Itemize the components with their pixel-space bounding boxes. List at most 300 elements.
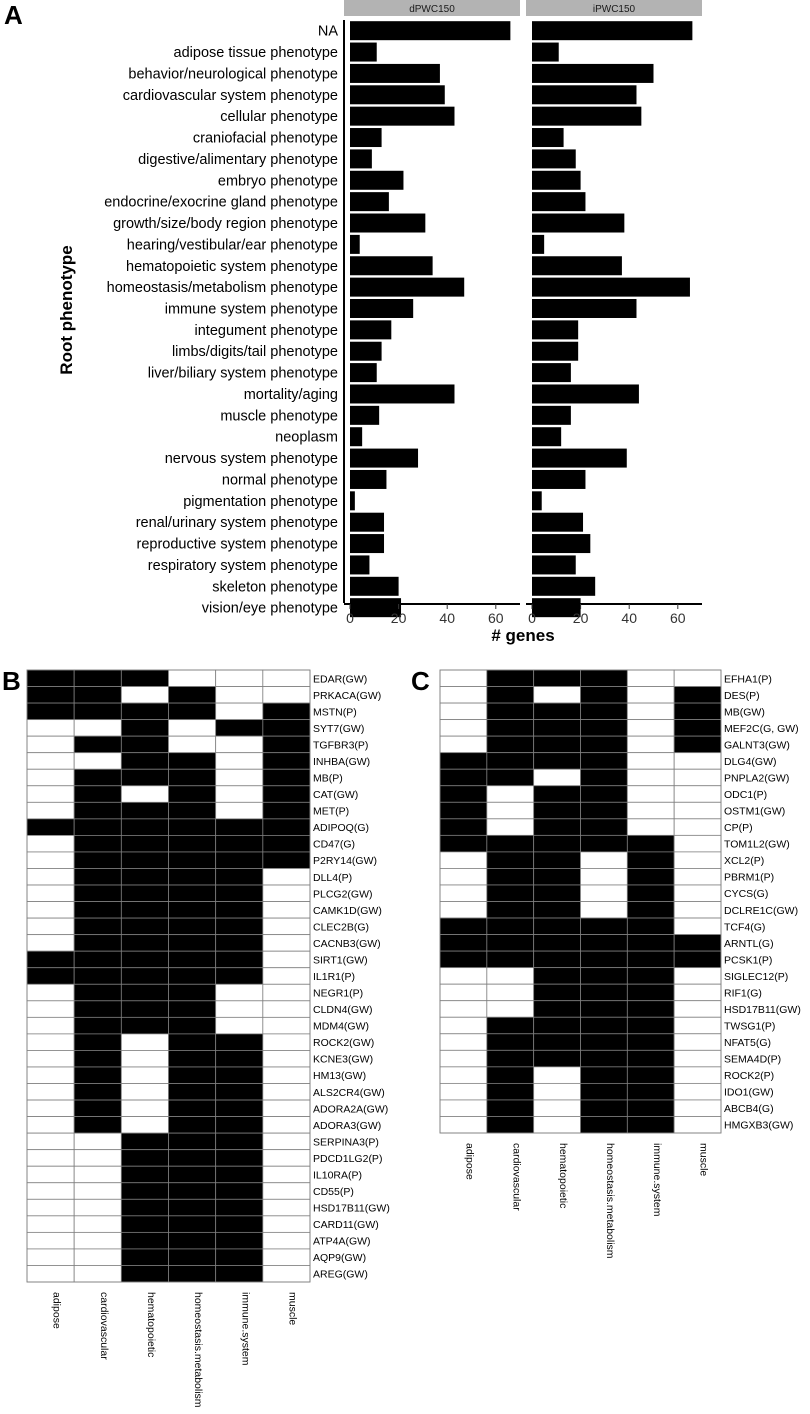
gene-label: PLCG2(GW) bbox=[313, 888, 373, 901]
heatmap-cell bbox=[534, 703, 581, 720]
heatmap-cell bbox=[263, 753, 310, 770]
heatmap-cell bbox=[121, 852, 168, 869]
heatmap-cell bbox=[263, 1150, 310, 1167]
gene-label: EFHA1(P) bbox=[724, 673, 772, 686]
heatmap-cell bbox=[27, 1150, 74, 1167]
heatmap-cell bbox=[169, 1183, 216, 1200]
gene-label: DLG4(GW) bbox=[724, 755, 777, 768]
heatmap-cell bbox=[27, 703, 74, 720]
heatmap-cell bbox=[216, 902, 263, 919]
heatmap-cell bbox=[581, 1017, 628, 1034]
heatmap-cell bbox=[169, 687, 216, 704]
heatmap-cell bbox=[216, 1001, 263, 1018]
panel-letter-c: C bbox=[411, 666, 430, 696]
heatmap-cell bbox=[216, 1084, 263, 1101]
heatmap-cell bbox=[74, 1117, 121, 1134]
heatmap-cell bbox=[581, 670, 628, 687]
bar bbox=[350, 171, 403, 190]
column-label: hematopoietic bbox=[144, 1292, 157, 1358]
heatmap-cell bbox=[627, 984, 674, 1001]
heatmap-cell bbox=[534, 1100, 581, 1117]
heatmap-cell bbox=[74, 1100, 121, 1117]
heatmap-cell bbox=[263, 1100, 310, 1117]
heatmap-cell bbox=[581, 769, 628, 786]
bar bbox=[532, 64, 654, 83]
heatmap-cell bbox=[121, 1232, 168, 1249]
bar bbox=[350, 128, 382, 147]
gene-label: PCSK1(P) bbox=[724, 954, 773, 967]
heatmap-cell bbox=[169, 1001, 216, 1018]
heatmap-cell bbox=[263, 819, 310, 836]
category-label: skeleton phenotype bbox=[212, 579, 338, 596]
gene-label: HSD17B11(GW) bbox=[724, 1003, 801, 1016]
heatmap-cell bbox=[674, 1116, 721, 1133]
heatmap-cell bbox=[263, 902, 310, 919]
bar bbox=[532, 384, 639, 403]
heatmap-cell bbox=[27, 1050, 74, 1067]
bar bbox=[532, 342, 578, 361]
gene-label: CACNB3(GW) bbox=[313, 937, 381, 950]
heatmap-cell bbox=[627, 1116, 674, 1133]
category-label: behavior/neurological phenotype bbox=[128, 66, 338, 83]
category-label: normal phenotype bbox=[221, 472, 338, 489]
heatmap-cell bbox=[674, 968, 721, 985]
heatmap-cell bbox=[216, 1017, 263, 1034]
heatmap-cell bbox=[216, 1100, 263, 1117]
category-label: NA bbox=[317, 23, 338, 40]
heatmap-cell bbox=[27, 902, 74, 919]
category-label: liver/biliary system phenotype bbox=[147, 365, 338, 382]
heatmap-cell bbox=[440, 703, 487, 720]
heatmap-cell bbox=[27, 1232, 74, 1249]
heatmap-cell bbox=[534, 753, 581, 770]
gene-label: HSD17B11(GW) bbox=[313, 1202, 390, 1215]
heatmap-cell bbox=[121, 951, 168, 968]
heatmap-cell bbox=[121, 769, 168, 786]
bar bbox=[350, 470, 386, 489]
heatmap-cell bbox=[169, 819, 216, 836]
bar bbox=[350, 384, 454, 403]
heatmap-cell bbox=[581, 736, 628, 753]
gene-label: SERPINA3(P) bbox=[313, 1136, 379, 1149]
gene-label: PRKACA(GW) bbox=[313, 689, 382, 702]
x-tick-label: 60 bbox=[670, 610, 686, 626]
heatmap-cell bbox=[74, 736, 121, 753]
heatmap-cell bbox=[121, 1150, 168, 1167]
heatmap-cell bbox=[27, 935, 74, 952]
gene-label: PBRM1(P) bbox=[724, 871, 775, 884]
category-label: digestive/alimentary phenotype bbox=[138, 151, 338, 168]
heatmap-cell bbox=[627, 1067, 674, 1084]
heatmap-cell bbox=[627, 835, 674, 852]
gene-label: RIF1(G) bbox=[724, 987, 762, 1000]
heatmap-cell bbox=[121, 1001, 168, 1018]
gene-label: ADORA2A(GW) bbox=[313, 1103, 389, 1116]
heatmap-cell bbox=[674, 918, 721, 935]
heatmap-cell bbox=[121, 1050, 168, 1067]
heatmap-cell bbox=[74, 819, 121, 836]
panel-letter-b: B bbox=[2, 666, 21, 696]
bar bbox=[350, 320, 391, 339]
bar bbox=[350, 363, 377, 382]
heatmap-cell bbox=[169, 786, 216, 803]
bar bbox=[532, 128, 564, 147]
heatmap-cell bbox=[263, 1265, 310, 1282]
bar bbox=[350, 577, 399, 596]
gene-label: ROCK2(P) bbox=[724, 1070, 775, 1083]
heatmap-cell bbox=[216, 1232, 263, 1249]
heatmap-cell bbox=[169, 1133, 216, 1150]
heatmap-cell bbox=[674, 1017, 721, 1034]
heatmap-cell bbox=[440, 1100, 487, 1117]
heatmap-cell bbox=[263, 1067, 310, 1084]
bar bbox=[532, 256, 622, 275]
heatmap-cell bbox=[169, 670, 216, 687]
heatmap-cell bbox=[487, 885, 534, 902]
heatmap-cell bbox=[627, 786, 674, 803]
gene-label: ABCB4(G) bbox=[724, 1103, 774, 1116]
category-label: mortality/aging bbox=[243, 386, 338, 403]
heatmap-cell bbox=[169, 1050, 216, 1067]
heatmap-cell bbox=[440, 835, 487, 852]
heatmap-cell bbox=[216, 802, 263, 819]
heatmap-cell bbox=[440, 1050, 487, 1067]
bar bbox=[350, 342, 382, 361]
heatmap-cell bbox=[674, 1050, 721, 1067]
heatmap-cell bbox=[27, 1100, 74, 1117]
heatmap-cell bbox=[440, 802, 487, 819]
gene-label: CD55(P) bbox=[313, 1186, 354, 1199]
heatmap-cell bbox=[169, 1232, 216, 1249]
heatmap-cell bbox=[169, 1100, 216, 1117]
heatmap-cell bbox=[534, 720, 581, 737]
category-label: respiratory system phenotype bbox=[147, 557, 338, 574]
heatmap-cell bbox=[27, 918, 74, 935]
bar bbox=[532, 149, 576, 168]
heatmap-cell bbox=[121, 1183, 168, 1200]
heatmap-cell bbox=[216, 835, 263, 852]
heatmap-cell bbox=[169, 1034, 216, 1051]
heatmap-cell bbox=[169, 753, 216, 770]
heatmap-cell bbox=[216, 885, 263, 902]
heatmap-cell bbox=[169, 1117, 216, 1134]
gene-label: AQP9(GW) bbox=[313, 1252, 367, 1265]
heatmap-cell bbox=[534, 819, 581, 836]
heatmap-cell bbox=[440, 786, 487, 803]
heatmap-cell bbox=[216, 968, 263, 985]
heatmap-cell bbox=[121, 1133, 168, 1150]
heatmap-cell bbox=[27, 786, 74, 803]
heatmap-cell bbox=[74, 687, 121, 704]
gene-label: MSTN(P) bbox=[313, 706, 357, 719]
heatmap-cell bbox=[627, 802, 674, 819]
heatmap-cell bbox=[627, 687, 674, 704]
column-label: adipose bbox=[463, 1143, 476, 1180]
heatmap-cell bbox=[74, 786, 121, 803]
heatmap-cell bbox=[263, 1050, 310, 1067]
heatmap-cell bbox=[627, 1017, 674, 1034]
heatmap-cell bbox=[216, 670, 263, 687]
heatmap-cell bbox=[440, 852, 487, 869]
heatmap-cell bbox=[216, 786, 263, 803]
gene-label: PDCD1LG2(P) bbox=[313, 1152, 383, 1165]
panel-letter-a: A bbox=[4, 0, 23, 30]
category-label: pigmentation phenotype bbox=[183, 493, 338, 510]
heatmap-cell bbox=[216, 769, 263, 786]
heatmap-cell bbox=[74, 868, 121, 885]
heatmap-cell bbox=[263, 720, 310, 737]
gene-label: DES(P) bbox=[724, 689, 760, 702]
heatmap-cell bbox=[487, 1017, 534, 1034]
heatmap-cell bbox=[121, 935, 168, 952]
heatmap-cell bbox=[169, 736, 216, 753]
bar bbox=[350, 192, 389, 211]
heatmap-cell bbox=[581, 1083, 628, 1100]
gene-label: CD47(G) bbox=[313, 838, 356, 851]
heatmap-cell bbox=[627, 1034, 674, 1051]
heatmap-cell bbox=[121, 736, 168, 753]
heatmap-cell bbox=[216, 720, 263, 737]
heatmap-cell bbox=[169, 1067, 216, 1084]
heatmap-cell bbox=[121, 1199, 168, 1216]
heatmap-cell bbox=[487, 1050, 534, 1067]
heatmap-cell bbox=[487, 1001, 534, 1018]
heatmap-cell bbox=[487, 852, 534, 869]
heatmap-cell bbox=[581, 786, 628, 803]
heatmap-cell bbox=[440, 868, 487, 885]
bar bbox=[350, 43, 377, 62]
facet-strip-label: iPWC150 bbox=[592, 4, 636, 15]
heatmap-cell bbox=[263, 687, 310, 704]
heatmap-cell bbox=[169, 1166, 216, 1183]
heatmap-cell bbox=[627, 868, 674, 885]
heatmap-cell bbox=[27, 885, 74, 902]
heatmap-cell bbox=[487, 703, 534, 720]
heatmap-cell bbox=[74, 951, 121, 968]
heatmap-cell bbox=[627, 935, 674, 952]
bar bbox=[350, 278, 464, 297]
heatmap-cell bbox=[581, 918, 628, 935]
bar bbox=[532, 235, 544, 254]
heatmap-cell bbox=[440, 753, 487, 770]
heatmap-cell bbox=[74, 1050, 121, 1067]
column-label: homeostasis.metabolism bbox=[192, 1292, 205, 1408]
bar bbox=[350, 491, 355, 510]
bar bbox=[532, 363, 571, 382]
bar bbox=[350, 21, 510, 40]
x-tick-label: 40 bbox=[621, 610, 637, 626]
heatmap-cell bbox=[74, 720, 121, 737]
gene-label: TCF4(G) bbox=[724, 921, 766, 934]
heatmap-cell bbox=[534, 786, 581, 803]
heatmap-cell bbox=[216, 1133, 263, 1150]
heatmap-cell bbox=[263, 703, 310, 720]
heatmap-cell bbox=[121, 984, 168, 1001]
heatmap-cell bbox=[121, 1249, 168, 1266]
gene-label: P2RY14(GW) bbox=[313, 855, 377, 868]
heatmap-cell bbox=[581, 1001, 628, 1018]
heatmap-cell bbox=[674, 852, 721, 869]
heatmap-cell bbox=[263, 918, 310, 935]
heatmap-cell bbox=[534, 1050, 581, 1067]
heatmap-cell bbox=[627, 1083, 674, 1100]
heatmap-cell bbox=[121, 687, 168, 704]
heatmap-cell bbox=[534, 935, 581, 952]
heatmap-cell bbox=[27, 1183, 74, 1200]
heatmap-cell bbox=[440, 687, 487, 704]
heatmap-cell bbox=[487, 984, 534, 1001]
gene-label: CAT(GW) bbox=[313, 789, 359, 802]
heatmap-cell bbox=[216, 852, 263, 869]
heatmap-cell bbox=[487, 769, 534, 786]
heatmap-cell bbox=[121, 1084, 168, 1101]
heatmap-cell bbox=[263, 1001, 310, 1018]
heatmap-cell bbox=[169, 885, 216, 902]
heatmap-cell bbox=[169, 852, 216, 869]
gene-label: SYT7(GW) bbox=[313, 722, 365, 735]
heatmap-cell bbox=[674, 935, 721, 952]
heatmap-cell bbox=[121, 868, 168, 885]
heatmap-cell bbox=[440, 968, 487, 985]
heatmap-cell bbox=[627, 918, 674, 935]
heatmap-cell bbox=[440, 1034, 487, 1051]
heatmap-cell bbox=[487, 802, 534, 819]
gene-label: SIGLEC12(P) bbox=[724, 970, 789, 983]
heatmap-cell bbox=[534, 951, 581, 968]
gene-label: MDM4(GW) bbox=[313, 1020, 369, 1033]
heatmap-cell bbox=[440, 918, 487, 935]
heatmap-cell bbox=[74, 1166, 121, 1183]
heatmap-cell bbox=[74, 935, 121, 952]
heatmap-cell bbox=[581, 1100, 628, 1117]
heatmap-cell bbox=[74, 1249, 121, 1266]
heatmap-cell bbox=[74, 1133, 121, 1150]
heatmap-cell bbox=[27, 736, 74, 753]
heatmap-cell bbox=[627, 1100, 674, 1117]
heatmap-cell bbox=[534, 802, 581, 819]
heatmap-cell bbox=[674, 819, 721, 836]
gene-label: EDAR(GW) bbox=[313, 673, 368, 686]
heatmap-cell bbox=[74, 1017, 121, 1034]
heatmap-cell bbox=[74, 968, 121, 985]
heatmap-cell bbox=[487, 835, 534, 852]
column-label: cardiovascular bbox=[510, 1143, 523, 1211]
bar bbox=[532, 43, 559, 62]
heatmap-cell bbox=[263, 786, 310, 803]
gene-label: MET(P) bbox=[313, 805, 350, 818]
heatmap-cell bbox=[27, 1216, 74, 1233]
bar bbox=[350, 85, 445, 104]
heatmap-cell bbox=[74, 703, 121, 720]
bar bbox=[532, 427, 561, 446]
heatmap-cell bbox=[487, 786, 534, 803]
heatmap-cell bbox=[74, 670, 121, 687]
heatmap-cell bbox=[263, 1133, 310, 1150]
facet-strip-label: dPWC150 bbox=[409, 4, 455, 15]
heatmap-cell bbox=[169, 968, 216, 985]
heatmap-cell bbox=[627, 885, 674, 902]
column-label: adipose bbox=[50, 1292, 63, 1329]
heatmap-cell bbox=[534, 1001, 581, 1018]
heatmap-cell bbox=[674, 1067, 721, 1084]
heatmap-cell bbox=[487, 753, 534, 770]
heatmap-cell bbox=[581, 753, 628, 770]
heatmap-cell bbox=[627, 852, 674, 869]
heatmap-cell bbox=[121, 1034, 168, 1051]
bar bbox=[532, 171, 581, 190]
heatmap-cell bbox=[263, 852, 310, 869]
gene-label: CLEC2B(G) bbox=[313, 921, 370, 934]
heatmap-cell bbox=[534, 670, 581, 687]
heatmap-cell bbox=[627, 670, 674, 687]
gene-label: SEMA4D(P) bbox=[724, 1053, 782, 1066]
heatmap-cell bbox=[487, 951, 534, 968]
heatmap-cell bbox=[263, 968, 310, 985]
heatmap-cell bbox=[216, 736, 263, 753]
heatmap-cell bbox=[121, 786, 168, 803]
heatmap-cell bbox=[27, 868, 74, 885]
heatmap-cell bbox=[487, 1100, 534, 1117]
heatmap-cell bbox=[216, 1117, 263, 1134]
heatmap-cell bbox=[263, 984, 310, 1001]
heatmap-cell bbox=[74, 984, 121, 1001]
column-label: immune.system bbox=[239, 1292, 252, 1366]
heatmap-cell bbox=[216, 1050, 263, 1067]
heatmap-cell bbox=[674, 902, 721, 919]
heatmap-cell bbox=[263, 1216, 310, 1233]
heatmap-cell bbox=[169, 1017, 216, 1034]
heatmap-cell bbox=[581, 687, 628, 704]
heatmap-cell bbox=[674, 736, 721, 753]
heatmap-cell bbox=[534, 687, 581, 704]
heatmap-cell bbox=[534, 968, 581, 985]
heatmap-cell bbox=[581, 902, 628, 919]
gene-label: ROCK2(GW) bbox=[313, 1037, 375, 1050]
x-tick-label: 20 bbox=[572, 610, 589, 626]
category-label: cardiovascular system phenotype bbox=[122, 87, 338, 104]
heatmap-cell bbox=[216, 1216, 263, 1233]
category-label: renal/urinary system phenotype bbox=[135, 515, 338, 532]
heatmap-cell bbox=[674, 769, 721, 786]
x-tick-label: 0 bbox=[528, 610, 536, 626]
heatmap-cell bbox=[216, 1166, 263, 1183]
heatmap-cell bbox=[627, 1050, 674, 1067]
heatmap-cell bbox=[627, 720, 674, 737]
heatmap-cell bbox=[263, 868, 310, 885]
heatmap-cell bbox=[534, 1034, 581, 1051]
heatmap-cell bbox=[121, 753, 168, 770]
heatmap-cell bbox=[27, 1034, 74, 1051]
gene-label: CYCS(G) bbox=[724, 888, 769, 901]
heatmap-cell bbox=[27, 951, 74, 968]
gene-label: GALNT3(GW) bbox=[724, 739, 790, 752]
heatmap-cell bbox=[169, 1150, 216, 1167]
heatmap-cell bbox=[169, 835, 216, 852]
heatmap-cell bbox=[627, 819, 674, 836]
heatmap-cell bbox=[263, 1232, 310, 1249]
bar bbox=[350, 107, 454, 126]
heatmap-cell bbox=[487, 720, 534, 737]
heatmap-cell bbox=[27, 687, 74, 704]
heatmap-cell bbox=[674, 1100, 721, 1117]
heatmap-cell bbox=[27, 852, 74, 869]
heatmap-cell bbox=[487, 902, 534, 919]
heatmap-cell bbox=[74, 1067, 121, 1084]
bar bbox=[350, 214, 425, 233]
heatmap-cell bbox=[216, 753, 263, 770]
bar bbox=[532, 513, 583, 532]
category-label: neoplasm bbox=[275, 429, 338, 446]
